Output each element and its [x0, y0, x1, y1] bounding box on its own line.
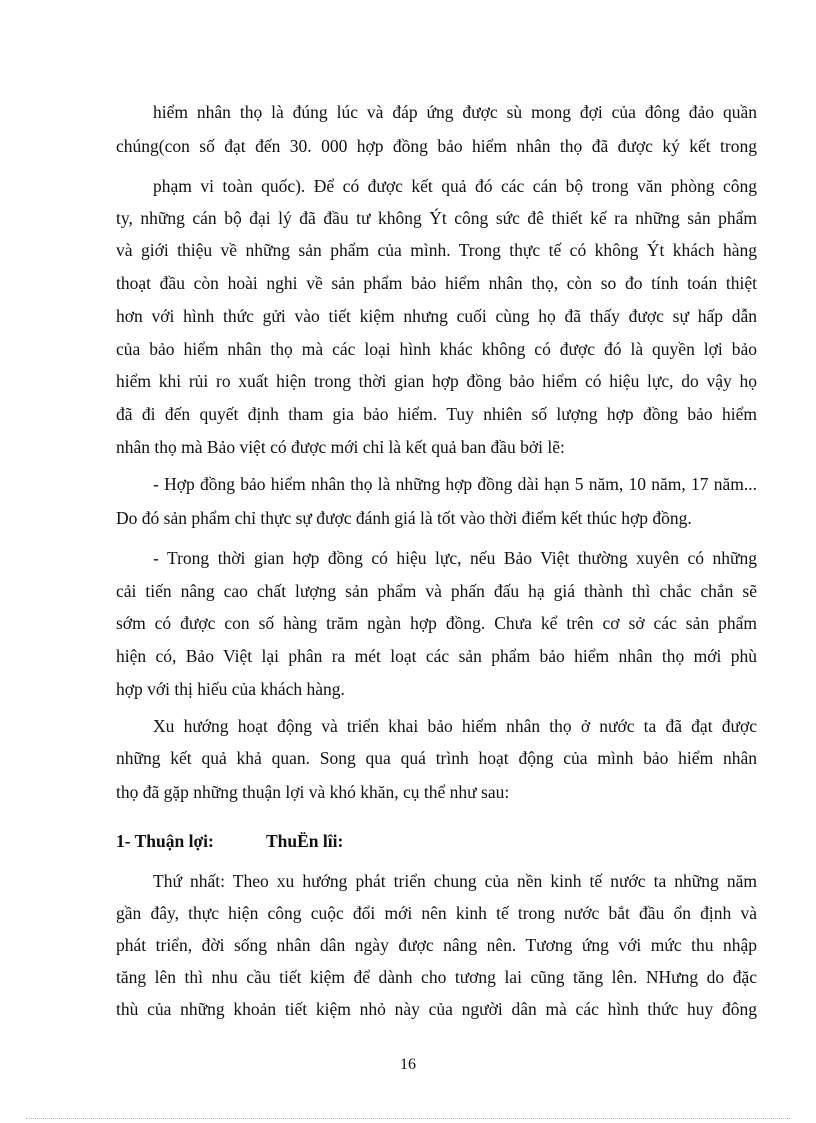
text-line: thù của những khoản tiết kiệm nhỏ này của người dân mà các hình thức huy đông	[116, 999, 757, 1019]
text-line: nhân thọ mà Bảo việt có được mới chỉ là kết quả ban đầu bởi lẽ:	[116, 437, 565, 457]
text-line: đã đi đến quyết định tham gia bảo hiểm. Tuy nhiên số lượng hợp đồng bảo hiểm	[116, 404, 757, 424]
text-line: hợp với thị hiếu của khách hàng.	[116, 679, 345, 699]
text-line: tăng lên thì nhu cầu tiết kiệm để dành cho tương lai cũng tăng lên. NHưng do đặc	[116, 967, 757, 987]
text-line: sớm có được con số hàng trăm ngàn hợp đồng. Chưa kể trên cơ sở các sản phẩm	[116, 613, 757, 633]
text-line: Xu hướng hoạt động và triển khai bảo hiểm nhân thọ ở nước ta đã đạt được	[153, 716, 757, 736]
text-line: phát triển, đời sống nhân dân ngày được nâng nên. Tương ứng với mức thu nhập	[116, 935, 757, 955]
text-line: gần đây, thực hiện công cuộc đổi mới nên kinh tế trong nước bắt đầu ổn định và	[116, 903, 757, 923]
text-line: ty, những cán bộ đại lý đã đầu tư không Ýt công sức đê thiết kế ra những sản phẩm	[116, 208, 757, 228]
text-line: cải tiến nâng cao chất lượng sản phẩm và phấn đấu hạ giá thành thì chắc chắn sẽ	[116, 581, 757, 601]
text-line: của bảo hiểm nhân thọ mà các loại hình khác không có được đó là quyền lợi bảo	[116, 339, 757, 359]
text-line: chúng(con số đạt đến 30. 000 hợp đồng bảo hiểm nhân thọ đã được ký kết trong	[116, 136, 757, 156]
text-line: hiểm khi rủi ro xuất hiện trong thời gian hợp đồng bảo hiểm có hiệu lực, do vậy họ	[116, 371, 757, 391]
page-number: 16	[400, 1056, 416, 1073]
text-line: thoạt đầu còn hoài nghi về sản phẩm bảo hiểm nhân thọ, còn so đo tính toán thiệt	[116, 273, 757, 293]
text-line: hiện có, Bảo Việt lại phân ra mét loạt các sản phẩm bảo hiểm nhân thọ mới phù	[116, 646, 757, 666]
text-line: và giới thiệu về những sản phẩm của mình. Trong thực tế có không Ýt khách hàng	[116, 240, 757, 260]
text-line: những kết quả khả quan. Song qua quá trình hoạt động của mình bảo hiểm nhân	[116, 748, 757, 768]
text-line: Thứ nhất: Theo xu hướng phát triển chung của nền kinh tế nước ta những năm	[153, 871, 757, 891]
section-heading-number: 1- Thuận lợi:	[116, 831, 214, 851]
text-line: hiểm nhân thọ là đúng lúc và đáp ứng được sù mong đợi của đông đảo quần	[153, 102, 757, 122]
text-line: - Hợp đồng bảo hiểm nhân thọ là những hợp đồng dài hạn 5 năm, 10 năm, 17 năm...	[153, 474, 757, 494]
text-line: hơn với hình thức gửi vào tiết kiệm nhưng cuối cùng họ đã thấy được sự hấp dẫn	[116, 306, 757, 326]
text-line: - Trong thời gian hợp đồng có hiệu lực, nếu Bảo Việt thường xuyên có những	[153, 548, 757, 568]
section-heading-garbled: ThuËn lîi:	[266, 831, 344, 851]
page-bottom-divider	[26, 1118, 790, 1119]
text-line: phạm vi toàn quốc). Để có được kết quả đó các cán bộ trong văn phòng công	[153, 176, 757, 196]
text-line: thọ đã gặp những thuận lợi và khó khăn, cụ thể như sau:	[116, 782, 510, 802]
text-line: Do đó sản phẩm chỉ thực sự được đánh giá là tốt vào thời điểm kết thúc hợp đồng.	[116, 508, 692, 528]
